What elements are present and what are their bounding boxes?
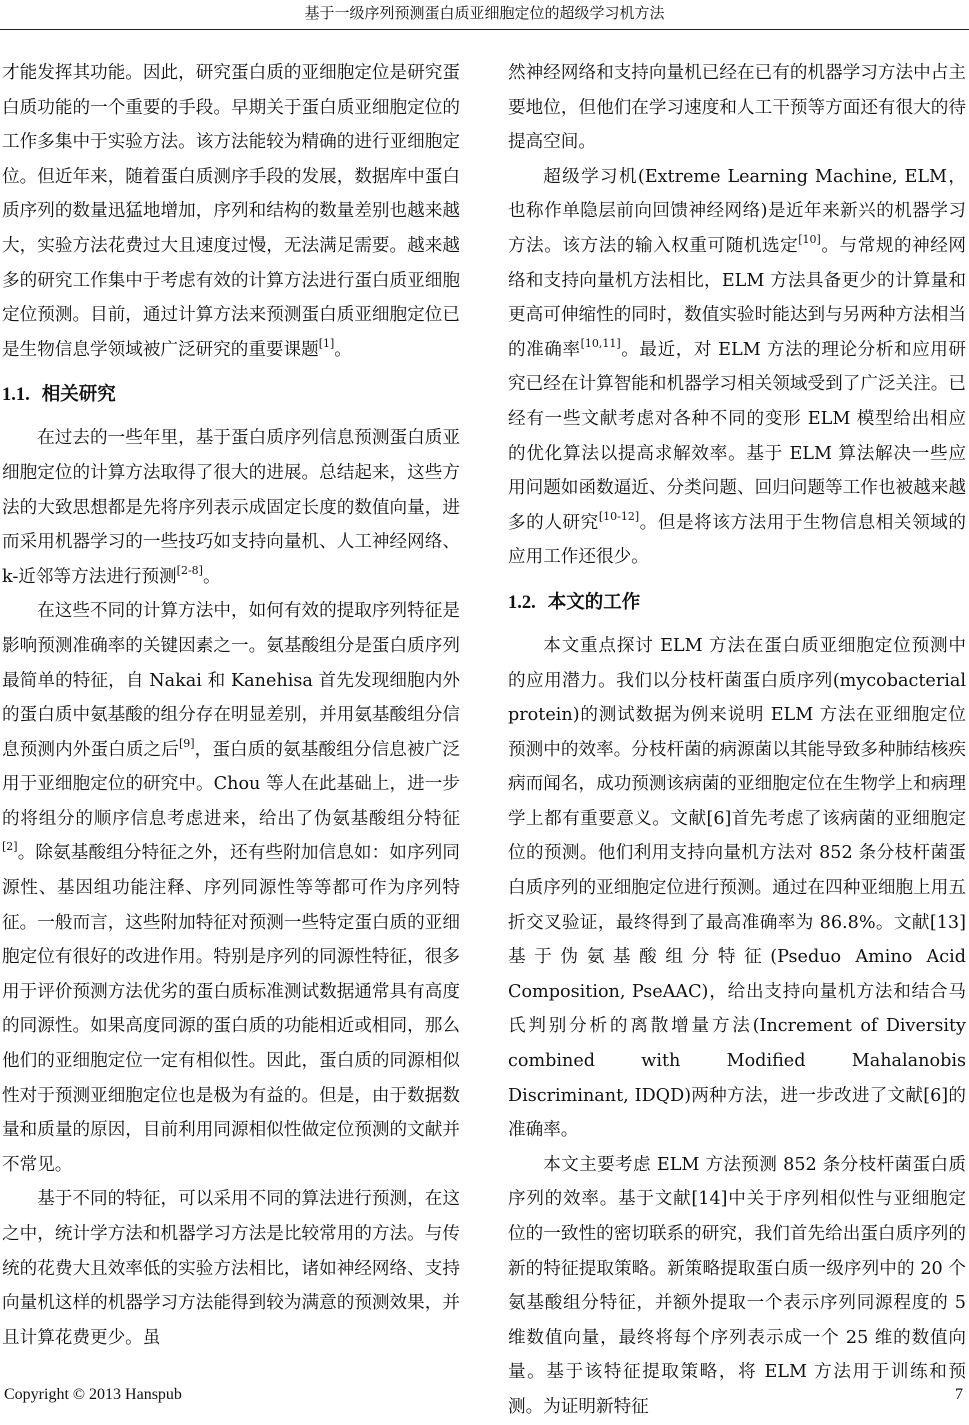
paragraph: 本文重点探讨 ELM 方法在蛋白质亚细胞定位预测中的应用潜力。我们以分枝杆菌蛋白质序列(mycobacterial protein)的测试数据为例来说明 ELM 方法在亚细胞定位预测中的效率。分枝杆菌的病源菌以其能导致多种肺结核疾病而闻名，成功预测该病菌的亚细胞定位在生物学上和病理学上都有重要意义。文献[6]首先考虑了该病菌的亚细胞定位的预测。他们利用支持向量机方法对 852 条分枝杆菌蛋白质序列的亚细胞定位进行预测。通过在四种亚细胞上用五折交叉验证，最终得到了最高准确率为 86.8%。文献[13]基于伪氨基酸组分特征(Pseduo Amino Acid Composition, PseAAC)，给出支持向量机方法和结合马氏判别分析的离散增量方法(Increment of Diversity combined with Modified Mahalanobis Discriminant, IDQD)两种方法，进一步改进了文献[6]的准确率。 (508, 635, 966, 1141)
citation: [9] (178, 736, 195, 750)
page-footer (0, 1380, 969, 1410)
section-number: 1.1. (2, 385, 30, 406)
paragraph (508, 160, 966, 575)
left-column (2, 56, 460, 1355)
paragraph (2, 421, 460, 594)
paragraph-text: 才能发挥其功能。因此，研究蛋白质的亚细胞定位是研究蛋白质功能的一个重要的手段。早期关于蛋白质亚细胞定位的工作多集中于实验方法。该方法能较为精确的进行亚细胞定位。但近年来，随着蛋白质测序手段的发展，数据库中蛋白质序列的数量迅猛地增加，序列和结构的数量差别也越来越大，实验方法花费过大且速度过慢，无法满足需要。越来越多的研究工作集中于考虑有效的计算方法进行蛋白质亚细胞定位预测。目前，通过计算方法来预测蛋白质亚细胞定位已是生物信息学领域被广泛研究的重要课题 (2, 63, 460, 360)
citation: [1] (318, 336, 335, 350)
citation: [2] (2, 840, 18, 854)
section-title: 相关研究 (41, 384, 116, 406)
paragraph (2, 594, 460, 1182)
paragraph: 然神经网络和支持向量机已经在已有的机器学习方法中占主要地位，但他们在学习速度和人工干预等方面还有很大的待提高空间。 (508, 63, 966, 153)
paragraph-text: 。最近，对 ELM 方法的理论分析和应用研究已经在计算智能和机器学习相关领域受到了广泛关注。已经有一些文献考虑对各种不同的变形 ELM 模型给出相应的优化算法以提高求解效率。基于 ELM 算法解决一些应用问题如函数逼近、分类问题、回归问题等工作也被越来越多的人研究 (508, 339, 966, 533)
right-column (508, 56, 966, 1425)
running-title: 基于一级序列预测蛋白质亚细胞定位的超级学习机方法 (304, 4, 665, 22)
section-title: 本文的工作 (547, 591, 641, 613)
paragraph-text: 。但是将该方法用于生物信息相关领域的应用工作还很少。 (508, 512, 966, 568)
citation: [2-8] (176, 563, 203, 577)
copyright-notice: Copyright © 2013 Hanspub (4, 1386, 182, 1403)
running-header (0, 0, 969, 30)
paragraph-text: 。 (334, 339, 352, 360)
paragraph-text: 在这些不同的计算方法中，如何有效的提取序列特征是影响预测准确率的关键因素之一。氨基酸组分是蛋白质序列最简单的特征，自 Nakai 和 Kanehisa 首先发现细胞内外的蛋白质中氨基酸的组分存在明显差别，并用氨基酸组分信息预测内外蛋白质之后 (2, 601, 460, 760)
paragraph-text: 。 (202, 566, 221, 587)
page-number: 7 (955, 1386, 963, 1403)
paragraph-text: 超级学习机(Extreme Learning Machine, ELM，也称作单隐层前向回馈神经网络)是近年来新兴的机器学习方法。该方法的输入权重可随机选定 (508, 166, 966, 256)
citation: [10,11] (580, 336, 621, 350)
paragraph-text: 在过去的一些年里，基于蛋白质序列信息预测蛋白质亚细胞定位的计算方法取得了很大的进展。总结起来，这些方法的大致思想都是先将序列表示成固定长度的数值向量，进而采用机器学习的一些技巧如支持向量机、人工神经网络、k-近邻等方法进行预测 (2, 428, 460, 587)
citation: [10-12] (598, 509, 640, 523)
paragraph (2, 56, 460, 367)
paragraph-text: ，蛋白质的氨基酸组分信息被广泛用于亚细胞定位的研究中。Chou 等人在此基础上，进一步的将组分的顺序信息考虑进来，给出了伪氨基酸组分特征 (2, 739, 460, 829)
citation: [10] (798, 232, 821, 246)
paragraph-text: 。与常规的神经网络和支持向量机方法相比，ELM 方法具备更少的计算量和更高可伸缩性的同时，数值实验时能达到与另两种方法相当的准确率 (508, 235, 966, 360)
paragraph-text: 。除氨基酸组分特征之外，还有些附加信息如：如序列同源性、基因组功能注释、序列同源性等等都可作为序列特征。一般而言，这些附加特征对预测一些特定蛋白质的亚细胞定位有很好的改进作用。特别是序列的同源性特征，很多用于评价预测方法优劣的蛋白质标准测试数据通常具有高度的同源性。如果高度同源的蛋白质的功能相近或相同，那么他们的亚细胞定位一定有相似性。因此，蛋白质的同源相似性对于预测亚细胞定位也是极为有益的。但是，由于数据数量和质量的原因，目前利用同源相似性做定位预测的文献并不常见。 (2, 843, 460, 1175)
section-number: 1.2. (508, 592, 536, 613)
section-heading-this-work (508, 589, 966, 617)
paragraph: 基于不同的特征，可以采用不同的算法进行预测，在这之中，统计学方法和机器学习方法是比较常用的方法。与传统的花费大且效率低的实验方法相比，诸如神经网络、支持向量机这样的机器学习方法能得到较为满意的预测效果，并且计算花费更少。虽 (2, 1189, 460, 1348)
section-heading-related-work (2, 381, 460, 409)
paragraph: 本文主要考虑 ELM 方法预测 852 条分枝杆菌蛋白质序列的效率。基于文献[14]中关于序列相似性与亚细胞定位的一致性的密切联系的研究，我们首先给出蛋白质序列的新的特征提取策略。新策略提取蛋白质一级序列中的 20 个氨基酸组分特征，并额外提取一个表示序列同源程度的 5 维数值向量，最终将每个序列表示成一个 25 维的数值向量。基于该特征提取策略，将 ELM 方法用于训练和预测。为证明新特征 (508, 1154, 966, 1417)
